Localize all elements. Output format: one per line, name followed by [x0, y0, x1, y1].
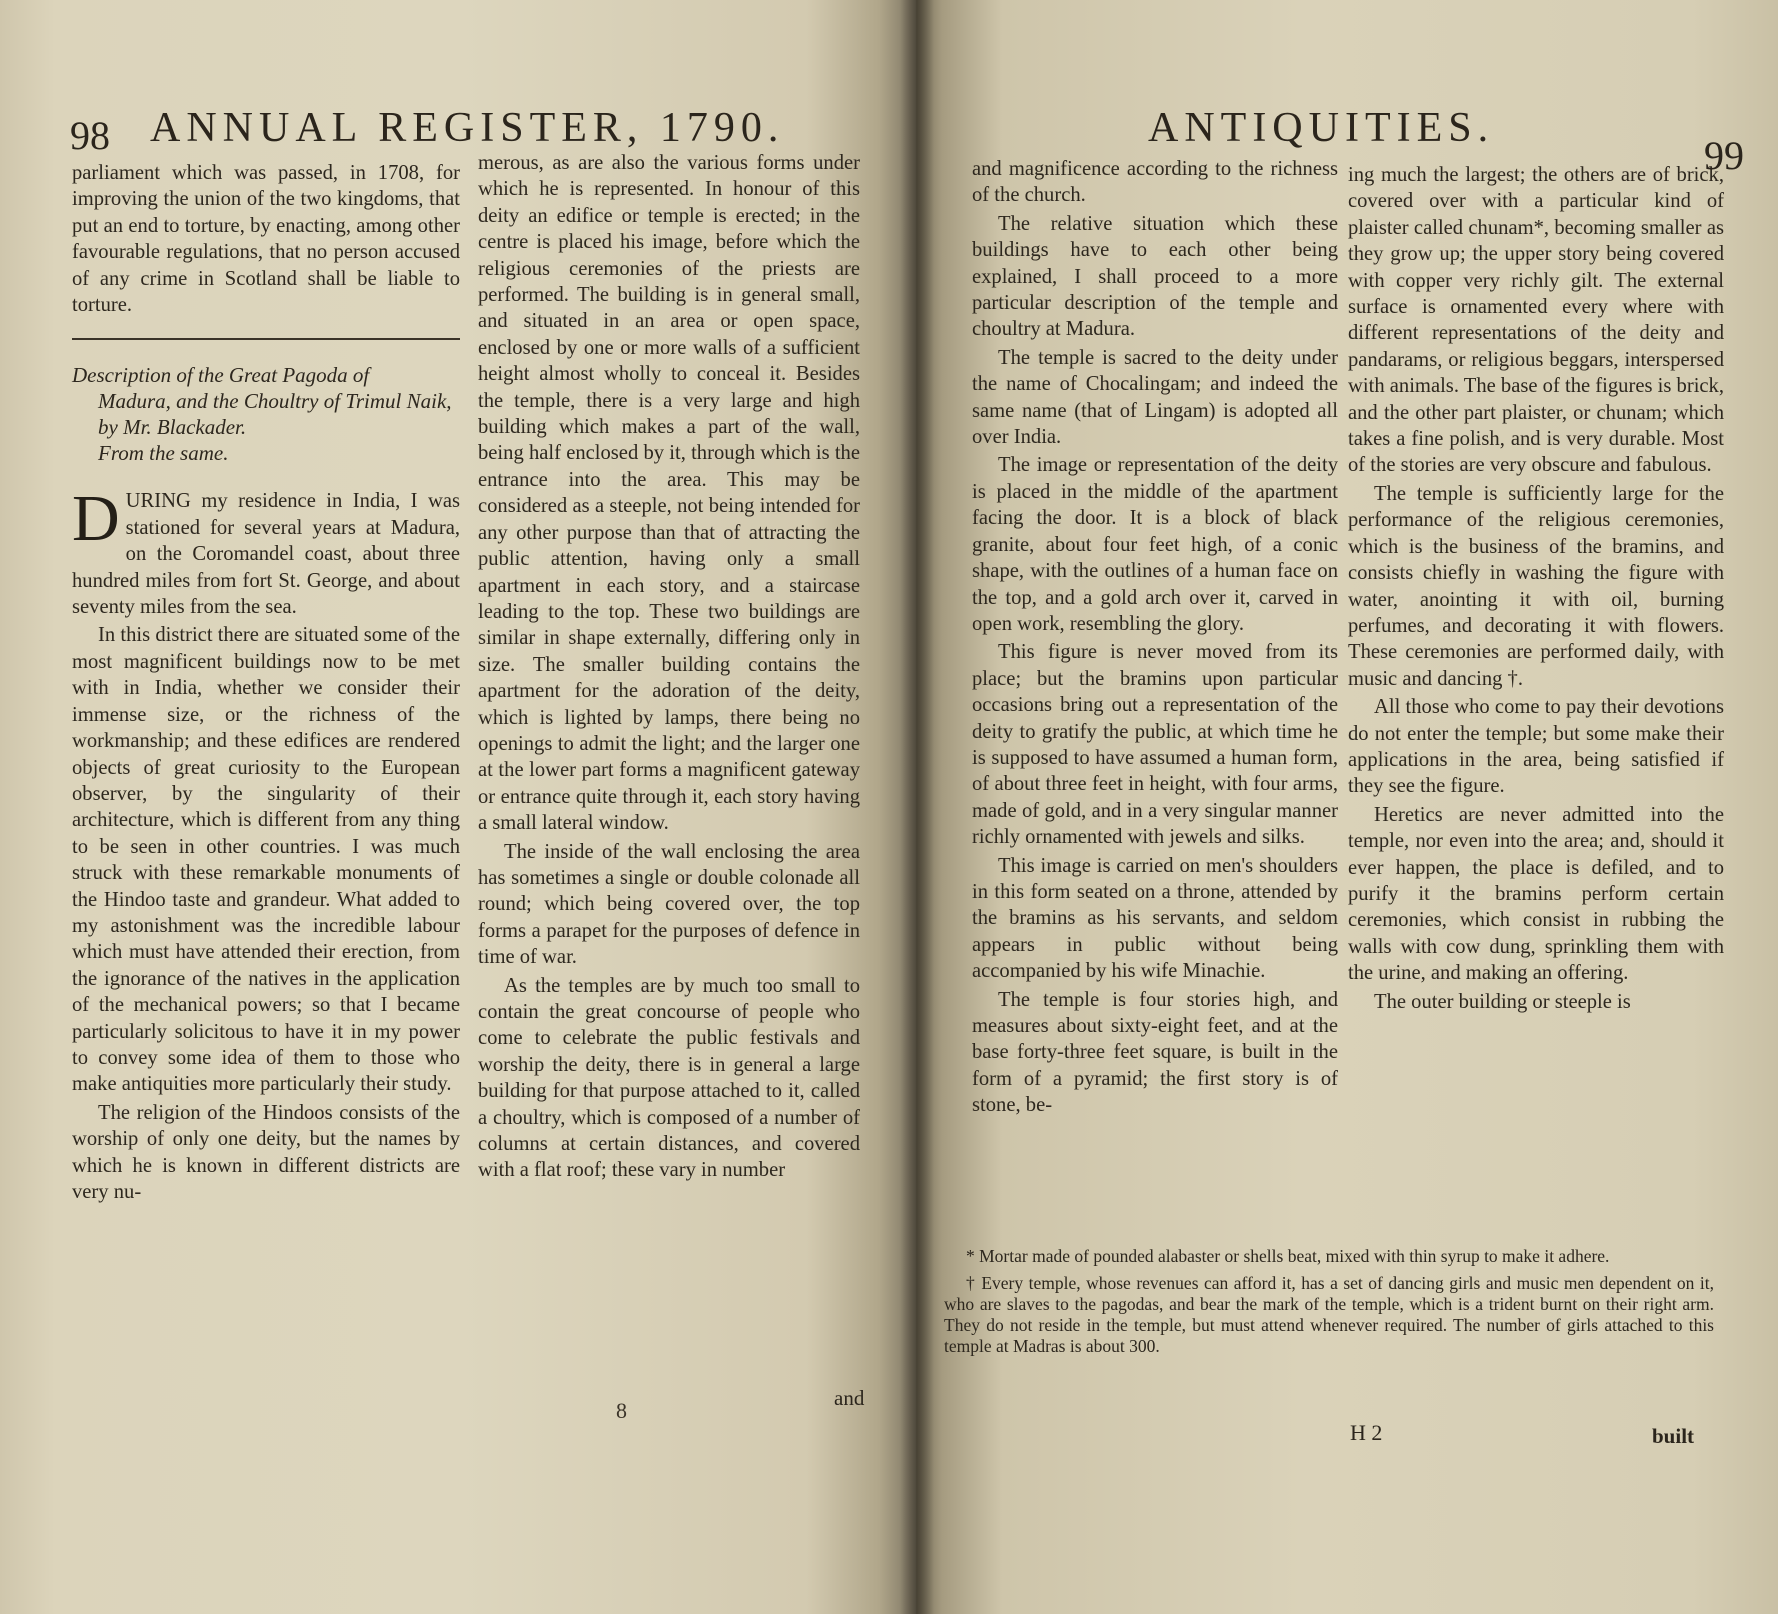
left-column-1 [72, 160, 460, 1207]
paragraph: Heretics are never admitted into the temple, nor even into the area; and, should it ever happen, the place is defiled, and to purify it the bramins perform certain ceremonies, which consist in rubbing the walls with cow dung, sprinkling them with the urine, and making an offering. [1348, 803, 1724, 985]
paragraph: The temple is sufficiently large for the performance of the religious ceremonies, which is the business of the bramins, and consists chiefly in washing the figure with water, anointing it with oil, burning perfumes, and decorating it with flowers. These ceremonies are performed daily, with music and dancing †. [1348, 482, 1724, 690]
paragraph: The temple is sacred to the deity under the name of Chocalingam; and indeed the same name (that of Lingam) is adopted all over India. [972, 346, 1338, 449]
continuation-text: ing much the largest; the others are of brick, covered over with a particular kind of plaister called chunam*, becoming smaller as they grow up; the upper story being covered with copper very richly gilt. The external surface is ornamented every where with different representations of the deity and pandarams, or religious beggars, interspersed with animals. The base of the figures is brick, and the other part plaister, or chunam; which takes a fine polish, and is very durable. Most of the stories are very obscure and fabulous. [1348, 164, 1724, 477]
paragraph: The religion of the Hindoos consists of the worship of only one deity, but the names by which he is known in different districts are very nu- [72, 1101, 460, 1203]
running-head-right: ANTIQUITIES. [1148, 105, 1495, 151]
left-column-2 [478, 150, 860, 1186]
article-title-line: Description of the Great Pagoda of [72, 363, 370, 388]
right-column-2 [1348, 162, 1724, 1017]
opening-paragraph-text: URING my residence in India, I was stationed for several years at Madura, on the Coromandel coast, about three hundred miles from fort St. George, and about seventy miles from the sea. [72, 490, 460, 619]
right-page [916, 0, 1778, 1614]
paragraph: The image or representation of the deity is placed in the middle of the apartment facing the door. It is a block of black granite, about four feet high, of a conic shape, with the outlines of a human face on the top, and a gold arch over it, carved in open work, resembling the glory. [972, 454, 1338, 635]
signature-mark-right: H 2 [1350, 1420, 1383, 1445]
drop-capital: D [72, 482, 120, 556]
footnotes [944, 1246, 1714, 1363]
paragraph: As the temples are by much too small to contain the great concourse of people who come to celebrate the public festivals and worship the deity, there is in general a large building for that purpose attached to it, called a choultry, which is composed of a number of columns at certain distances, and covered with a flat roof; these vary in number [478, 974, 860, 1182]
paragraph: This image is carried on men's shoulders in this form seated on a throne, attended by the bramins as his servants, and seldom appears in public without being accompanied by his wife Minachie. [972, 854, 1338, 983]
right-column-1 [972, 156, 1338, 1121]
continuation-text: and magnificence according to the richness of the church. [972, 158, 1338, 207]
article-title-line: Madura, and the Choultry of Trimul Naik, by Mr. Blackader. [98, 389, 452, 440]
catchword-right: built [1652, 1424, 1695, 1448]
running-head-left: ANNUAL REGISTER, 1790. [150, 105, 785, 151]
page-number-right: 99 [1704, 133, 1744, 178]
article-title [72, 362, 460, 466]
page-number-left: 98 [70, 113, 110, 158]
section-rule [72, 338, 460, 340]
paragraph: The inside of the wall enclosing the area has sometimes a single or double colonade all round; which being covered over, the top forms a parapet for the purposes of defence in time of war. [478, 840, 860, 969]
book-gutter [900, 0, 934, 1614]
footnote: * Mortar made of pounded alabaster or shells beat, mixed with thin syrup to make it adhere. [966, 1246, 1610, 1266]
footnote: † Every temple, whose revenues can afford it, has a set of dancing girls and music men dependent on it, who are slaves to the pagodas, and bear the mark of the temple, which is a trident burnt on their right arm. They do not reside in the temple, but must attend whenever required. The number of girls attached to this temple at Madras is about 300. [944, 1273, 1714, 1356]
paragraph: The relative situation which these buildings have to each other being explained, I shall proceed to a more particular description of the temple and choultry at Madura. [972, 212, 1338, 341]
signature-mark-left: 8 [616, 1398, 627, 1423]
paragraph: All those who come to pay their devotions do not enter the temple; but some make their applications in the area, being satisfied if they see the figure. [1348, 696, 1724, 798]
opening-paragraph [72, 482, 460, 620]
continuation-text: parliament which was passed, in 1708, for improving the union of the two kingdoms, that put an end to torture, by enacting, among other favourable regulations, that no person accused of any crime in Scotland shall be liable to torture. [72, 162, 460, 317]
continuation-text: merous, as are also the various forms under which he is represented. In honour of this deity an edifice or temple is erected; in the centre is placed his image, before which the religious ceremonies of the priests are performed. The building is in general small, and situated in an area or open space, enclosed by one or more walls of a sufficient height almost wholly to conceal it. Besides the temple, there is a very large and high building which makes a part of the wall, being half enclosed by it, through which is the entrance into the area. This may be considered as a steeple, not being intended for any other purpose than that of attracting the public attention, having only a small apartment in each story, and a staircase leading to the top. These two buildings are similar in shape externally, differing only in size. The smaller building contains the apartment for the adoration of the deity, which is lighted by lamps, there being no openings to admit the light; and the larger one at the lower part forms a magnificent gateway or entrance quite through it, each story having a small lateral window. [478, 152, 860, 835]
article-title-source: From the same. [98, 441, 229, 466]
catchword-left: and [834, 1386, 865, 1410]
paragraph: The temple is four stories high, and measures about sixty-eight feet, and at the base forty-three feet square, is built in the form of a pyramid; the first story is of stone, be- [972, 988, 1338, 1117]
paragraph: The outer building or steeple is [1374, 990, 1631, 1013]
paragraph: This figure is never moved from its place; but the bramins upon particular occasions bring out a representation of the deity to gratify the public, at which time he is supposed to have assumed a human form, of about three feet in height, with four arms, made of gold, and in a very singular manner richly ornamented with jewels and silks. [972, 641, 1338, 849]
paragraph: In this district there are situated some of the most magnificent buildings now to be met with in India, whether we consider their immense size, or the richness of the workmanship; and these edifices are rendered objects of great curiosity to the European observer, by the singularity of their architecture, which is different from any thing to be seen in other countries. I was much struck with these remarkable monuments of the Hindoo taste and grandeur. What added to my astonishment was the incredible labour which must have attended their erection, from the ignorance of the natives in the application of the mechanical powers; so that I became particularly solicitous to have it in my power to convey some idea of them to those who make antiquities more particularly their study. [72, 624, 460, 1096]
